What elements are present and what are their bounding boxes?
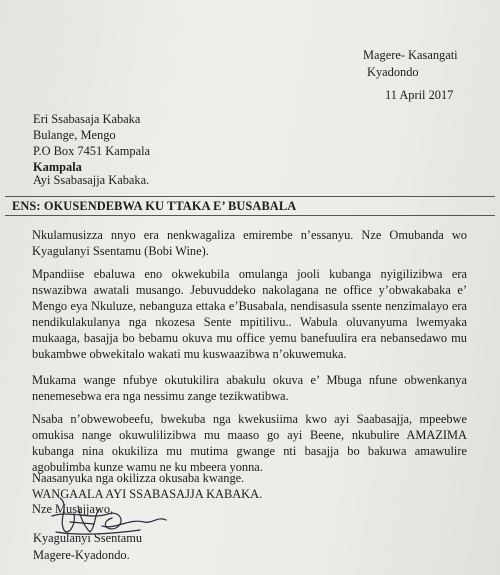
recipient-address: [33, 111, 150, 175]
paragraph-1: [32, 227, 467, 259]
signatory-name: Kyagulanyi Ssentamu: [33, 531, 143, 545]
paragraph-text: Nkulamusizza nnyo era nenkwagaliza emirembe n’essanyu. Nze Omubanda wo Kyagulanyi Ssentamu (Bobi Wine).: [32, 228, 467, 258]
sender-address: [363, 47, 458, 81]
signature-name-block: [33, 530, 142, 564]
sender-line-1: Magere- Kasangati: [363, 48, 458, 62]
salutation: Ayi Ssabasajja Kabaka.: [33, 173, 150, 187]
paragraph-text: Mukama wange nfubye okutukilira abakulu okuva e’ Mbuga nfune obwenkanya nenemesebwa era nga nessimu zange tezikwatibwa.: [32, 373, 467, 403]
paragraph-text: Mpandiise ebaluwa eno okwekubila omulanga jooli kubanga nyigilizibwa era nswazibwa awatali musango. Jebuvuddeko nakolagana ne office y’obwakabaka e’ Mengo eya Nkuluze, nebanguza ettaka e’Busabala, nendisasula ssente nenzimalayo era nendikulakulanya nga nkozesa Sente mpitilivu.. Wabula oluvanyuma lwemyaka mukaaga, basajja bo bebamu okuva mu office yemu banefuulira era nebansedawo mu bukambwe obwekitalo wakati mu kuswaazibwa n’okuwemuka.: [32, 267, 467, 361]
recipient-line-3: P.O Box 7451 Kampala: [33, 144, 151, 158]
closing-line-1: Naasanyuka nga okilizza okusaba kwange.: [32, 471, 245, 485]
paragraph-4: [32, 411, 467, 475]
paragraph-text: Nsaba n’obwewobeefu, bwekuba nga kwekusiima kwo ayi Saabasajja, mpeebwe omukisa nange okuwulilizibwa mu maaso go ayi Beene, nkubulire AMAZIMA kubanga nina okukiliza mu mutima gwange nti basajja bo bakuwa amawulire agobulimba kunze wamu ne ku mbeera yonna.: [32, 412, 467, 474]
letter-date: 11 April 2017: [385, 88, 454, 102]
sender-line-2: Kyadondo: [367, 65, 419, 79]
closing-line-3: Nze Musajjawo,: [32, 502, 114, 516]
subject-line: ENS: OKUSENDEBWA KU TTAKA E’ BUSABALA: [12, 199, 297, 213]
signatory-place: Magere-Kyadondo.: [33, 548, 130, 562]
closing-line-2: WANGAALA AYI SSABASAJJA KABAKA.: [32, 486, 263, 501]
paragraph-2: [32, 266, 467, 362]
recipient-line-4: Kampala: [33, 160, 82, 174]
recipient-line-1: Eri Ssabasaja Kabaka: [33, 112, 141, 126]
recipient-line-2: Bulange, Mengo: [33, 128, 116, 142]
paragraph-3: [32, 372, 467, 404]
